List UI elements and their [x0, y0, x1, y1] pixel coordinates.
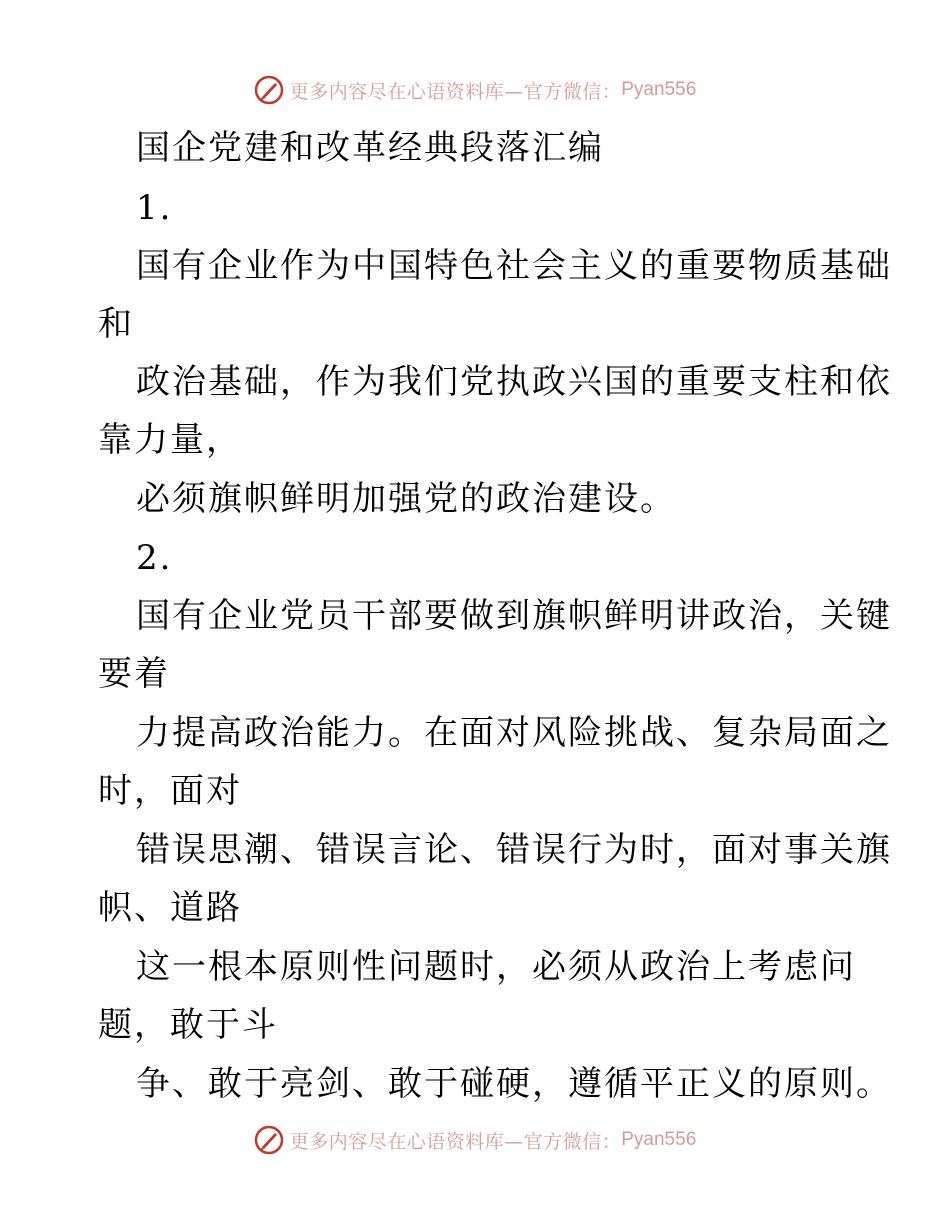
paragraph-line: 题，敢于斗 [98, 1005, 278, 1045]
paragraph-line: 必须旗帜鲜明加强党的政治建设。 [136, 479, 676, 519]
header-watermark [0, 70, 950, 110]
section-number: 1. [136, 188, 173, 228]
quill-logo-icon [254, 1125, 284, 1155]
document-title: 国企党建和改革经典段落汇编 [136, 128, 604, 168]
paragraph-line: 时，面对 [98, 771, 242, 811]
paragraph-line: 帜、道路 [98, 888, 242, 928]
footer-watermark [0, 1120, 950, 1160]
watermark-text: 更多内容尽在心语资料库—官方微信： [289, 1130, 622, 1153]
watermark-text: 更多内容尽在心语资料库—官方微信： [289, 80, 622, 103]
paragraph-line: 和 [98, 304, 134, 344]
paragraph-line: 要着 [98, 654, 170, 694]
watermark-wechat-id: Pyan556 [621, 1129, 697, 1150]
paragraph-line: 错误思潮、错误言论、错误行为时，面对事关旗 [136, 830, 892, 870]
quill-logo-icon [254, 75, 284, 105]
paragraph-line: 国有企业作为中国特色社会主义的重要物质基础 [136, 246, 892, 286]
paragraph-line: 国有企业党员干部要做到旗帜鲜明讲政治，关键 [136, 596, 892, 636]
paragraph-line: 政治基础，作为我们党执政兴国的重要支柱和依 [136, 362, 892, 402]
paragraph-line: 力提高政治能力。在面对风险挑战、复杂局面之 [136, 713, 892, 753]
paragraph-line: 争、敢于亮剑、敢于碰硬，遵循平正义的原则。 [136, 1064, 892, 1104]
paragraph-line: 靠力量， [98, 420, 242, 460]
paragraph-line: 这一根本原则性问题时，必须从政治上考虑问 [136, 947, 856, 987]
watermark-wechat-id: Pyan556 [621, 79, 697, 100]
section-number: 2. [136, 538, 173, 578]
